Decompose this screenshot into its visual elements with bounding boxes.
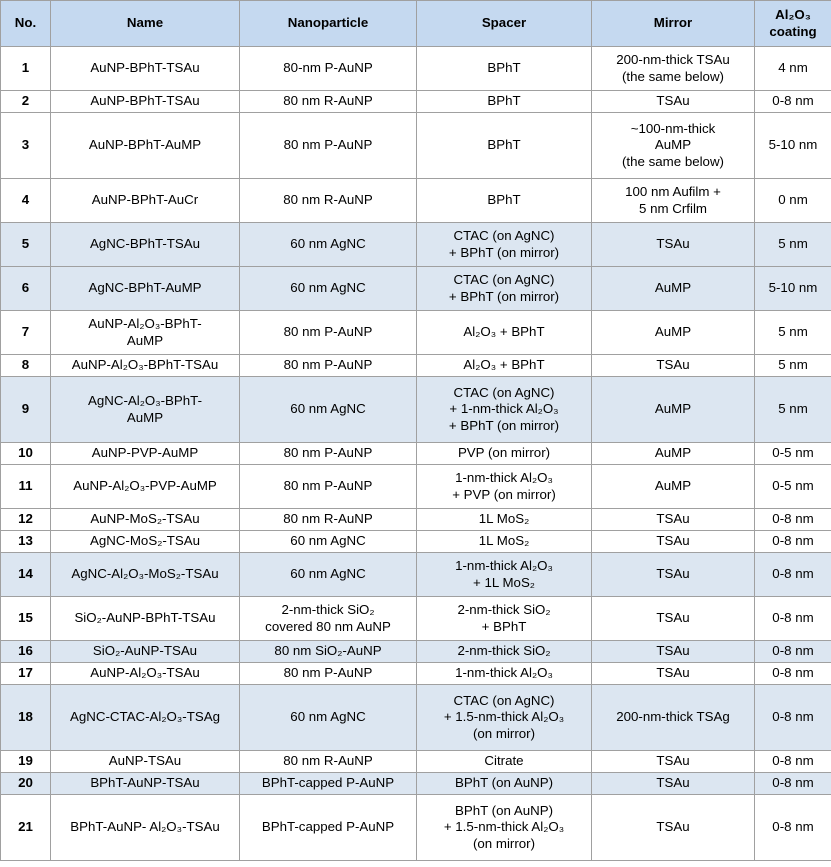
cell-coating: 0-8 nm xyxy=(755,553,831,597)
cell-mirror xyxy=(592,773,755,795)
cell-name-line: AuNP-Al₂O₃-BPhT-TSAu xyxy=(71,357,219,373)
cell-mirror-line: TSAu xyxy=(656,236,690,252)
cell-nanoparticle xyxy=(240,751,417,773)
cell-nanoparticle xyxy=(240,91,417,113)
cell-nanoparticle-line: 80 nm P-AuNP xyxy=(283,357,373,373)
cell-nanoparticle xyxy=(240,223,417,267)
cell-mirror xyxy=(592,553,755,597)
table-row xyxy=(1,597,831,641)
cell-coating: 0-5 nm xyxy=(755,465,831,509)
cell-mirror-line: 200-nm-thick TSAu xyxy=(616,52,730,67)
cell-nanoparticle-line: 2-nm-thick SiO₂ xyxy=(281,602,375,617)
cell-coating: 0-8 nm xyxy=(755,773,831,795)
cell-spacer xyxy=(417,223,592,267)
cell-nanoparticle-line: 80 nm R-AuNP xyxy=(283,93,373,109)
cell-nanoparticle-line: 80-nm P-AuNP xyxy=(283,60,373,76)
cell-nanoparticle-line: 80 nm P-AuNP xyxy=(283,137,373,153)
cell-name-line: SiO₂-AuNP-TSAu xyxy=(92,643,198,659)
cell-name xyxy=(51,465,240,509)
cell-spacer-line: BPhT xyxy=(487,60,521,76)
table-row xyxy=(1,223,831,267)
cell-spacer xyxy=(417,597,592,641)
cell-spacer xyxy=(417,663,592,685)
table-row xyxy=(1,751,831,773)
cell-spacer-line: + 1.5-nm-thick Al₂O₃ xyxy=(443,819,565,835)
cell-nanoparticle-line: BPhT-capped P-AuNP xyxy=(261,819,395,835)
cell-mirror xyxy=(592,509,755,531)
cell-spacer xyxy=(417,641,592,663)
cell-coating: 5 nm xyxy=(755,223,831,267)
cell-mirror xyxy=(592,311,755,355)
cell-spacer-line: 1-nm-thick Al₂O₃ xyxy=(455,665,553,681)
cell-mirror-line: AuMP xyxy=(654,401,692,417)
cell-spacer xyxy=(417,355,592,377)
header-coating xyxy=(755,1,831,47)
cell-nanoparticle xyxy=(240,773,417,795)
table-row xyxy=(1,377,831,443)
cell-name-line: AgNC-BPhT-AuMP xyxy=(88,280,202,296)
cell-name xyxy=(51,91,240,113)
cell-no: 13 xyxy=(1,531,51,553)
cell-nanoparticle xyxy=(240,531,417,553)
cell-mirror-line: AuMP xyxy=(654,478,692,494)
cell-nanoparticle-line: 60 nm AgNC xyxy=(290,236,366,252)
cell-coating: 4 nm xyxy=(755,47,831,91)
cell-coating: 0-5 nm xyxy=(755,443,831,465)
cell-nanoparticle-line: 80 nm P-AuNP xyxy=(283,445,373,461)
table-row xyxy=(1,795,831,861)
cell-no: 9 xyxy=(1,377,51,443)
cell-mirror-line: AuMP xyxy=(654,280,692,296)
table-row xyxy=(1,267,831,311)
cell-nanoparticle xyxy=(240,47,417,91)
cell-nanoparticle-line: 60 nm AgNC xyxy=(290,533,366,549)
cell-nanoparticle xyxy=(240,663,417,685)
cell-nanoparticle xyxy=(240,377,417,443)
cell-nanoparticle-line: 80 nm P-AuNP xyxy=(283,478,373,494)
cell-name xyxy=(51,223,240,267)
cell-mirror-line: 200-nm-thick TSAg xyxy=(616,709,730,725)
cell-mirror xyxy=(592,663,755,685)
cell-coating: 0-8 nm xyxy=(755,91,831,113)
cell-mirror-line: (the same below) xyxy=(622,153,724,169)
cell-mirror-line: TSAu xyxy=(656,775,690,791)
cell-no: 1 xyxy=(1,47,51,91)
cell-spacer xyxy=(417,751,592,773)
cell-mirror xyxy=(592,377,755,443)
cell-no: 2 xyxy=(1,91,51,113)
cell-name-line: AuNP-BPhT-TSAu xyxy=(90,93,200,109)
cell-mirror-line: TSAu xyxy=(656,753,690,769)
cell-name-line: AuNP-Al₂O₃-BPhT- xyxy=(88,316,202,331)
cell-name-line: AuNP-PVP-AuMP xyxy=(91,445,199,461)
cell-nanoparticle-line: 80 nm R-AuNP xyxy=(283,192,373,208)
cell-name xyxy=(51,597,240,641)
cell-name-line: BPhT-AuNP-TSAu xyxy=(90,775,200,791)
cell-coating: 0-8 nm xyxy=(755,795,831,861)
header-spacer: Spacer xyxy=(417,1,592,47)
table-row xyxy=(1,179,831,223)
cell-spacer-line: + 1-nm-thick Al₂O₃ xyxy=(449,401,559,417)
cell-name-line: AgNC-BPhT-TSAu xyxy=(89,236,201,252)
cell-name-line: AuNP-TSAu xyxy=(108,753,182,769)
cell-name xyxy=(51,795,240,861)
cell-no: 18 xyxy=(1,685,51,751)
cell-mirror xyxy=(592,179,755,223)
cell-name xyxy=(51,751,240,773)
cell-nanoparticle xyxy=(240,685,417,751)
cell-name xyxy=(51,377,240,443)
cell-spacer xyxy=(417,377,592,443)
cell-mirror xyxy=(592,91,755,113)
cell-spacer-line: CTAC (on AgNC) xyxy=(453,228,555,243)
cell-mirror xyxy=(592,751,755,773)
cell-coating: 5-10 nm xyxy=(755,113,831,179)
cell-name-line: BPhT-AuNP- Al₂O₃-TSAu xyxy=(70,819,220,835)
header-no: No. xyxy=(1,1,51,47)
cell-spacer-line: BPhT (on AuNP) xyxy=(454,775,554,791)
cell-spacer-line: CTAC (on AgNC) xyxy=(453,692,555,708)
cell-mirror xyxy=(592,795,755,861)
cell-mirror-line: TSAu xyxy=(656,566,690,582)
cell-name-line: AuNP-Al₂O₃-PVP-AuMP xyxy=(73,478,217,494)
cell-nanoparticle xyxy=(240,267,417,311)
cell-spacer-line: (on mirror) xyxy=(472,725,536,741)
cell-nanoparticle xyxy=(240,795,417,861)
cell-no: 3 xyxy=(1,113,51,179)
cell-nanoparticle xyxy=(240,597,417,641)
table-row xyxy=(1,553,831,597)
cell-name xyxy=(51,663,240,685)
cell-nanoparticle-line: 80 nm SiO₂-AuNP xyxy=(274,643,382,659)
cell-nanoparticle-line: 80 nm R-AuNP xyxy=(283,511,373,527)
cell-spacer-line: 1-nm-thick Al₂O₃ xyxy=(455,558,553,573)
cell-mirror-line: TSAu xyxy=(656,357,690,373)
cell-no: 17 xyxy=(1,663,51,685)
cell-spacer-line: 1-nm-thick Al₂O₃ xyxy=(455,470,553,485)
cell-coating: 5 nm xyxy=(755,311,831,355)
cell-spacer-line: Al₂O₃ + BPhT xyxy=(463,324,545,340)
table-row xyxy=(1,47,831,91)
header-coating-line: Al₂O₃ xyxy=(775,7,811,22)
cell-no: 20 xyxy=(1,773,51,795)
cell-mirror-line: 100 nm Aufilm + xyxy=(625,184,721,199)
cell-spacer-line: Al₂O₃ + BPhT xyxy=(463,357,545,373)
cell-name xyxy=(51,531,240,553)
cell-nanoparticle-line: 60 nm AgNC xyxy=(290,566,366,582)
cell-no: 21 xyxy=(1,795,51,861)
cell-coating: 0-8 nm xyxy=(755,641,831,663)
cell-no: 16 xyxy=(1,641,51,663)
cell-name xyxy=(51,509,240,531)
cell-nanoparticle xyxy=(240,465,417,509)
cell-coating: 5-10 nm xyxy=(755,267,831,311)
cell-spacer xyxy=(417,685,592,751)
header-name: Name xyxy=(51,1,240,47)
cell-coating: 0-8 nm xyxy=(755,751,831,773)
cell-name xyxy=(51,553,240,597)
cell-nanoparticle xyxy=(240,355,417,377)
cell-mirror xyxy=(592,685,755,751)
header-row xyxy=(1,1,831,47)
cell-no: 4 xyxy=(1,179,51,223)
cell-spacer-line: (on mirror) xyxy=(472,835,536,851)
table-row xyxy=(1,773,831,795)
cell-name-line: AuNP-BPhT-TSAu xyxy=(90,60,200,76)
cell-spacer xyxy=(417,179,592,223)
cell-mirror-line: TSAu xyxy=(656,665,690,681)
cell-mirror-line: AuMP xyxy=(654,324,692,340)
cell-spacer-line: + BPhT (on mirror) xyxy=(448,288,560,304)
cell-coating: 0-8 nm xyxy=(755,685,831,751)
cell-name xyxy=(51,773,240,795)
cell-spacer xyxy=(417,113,592,179)
table-row xyxy=(1,91,831,113)
cell-mirror-line: (the same below) xyxy=(622,68,724,84)
cell-mirror-line: AuMP xyxy=(654,137,692,153)
cell-coating: 5 nm xyxy=(755,355,831,377)
cell-no: 19 xyxy=(1,751,51,773)
cell-mirror xyxy=(592,641,755,663)
cell-name-line: AgNC-Al₂O₃-BPhT- xyxy=(87,393,203,408)
cell-nanoparticle-line: covered 80 nm AuNP xyxy=(265,618,391,634)
table-row xyxy=(1,465,831,509)
cell-nanoparticle xyxy=(240,179,417,223)
cell-spacer-line: 1L MoS₂ xyxy=(478,511,530,527)
cell-nanoparticle xyxy=(240,113,417,179)
cell-mirror-line: ~100-nm-thick xyxy=(630,120,716,136)
cell-nanoparticle-line: 60 nm AgNC xyxy=(290,709,366,725)
cell-name-line: AuNP-MoS₂-TSAu xyxy=(90,511,200,527)
cell-name xyxy=(51,113,240,179)
table-row xyxy=(1,685,831,751)
cell-mirror-line: TSAu xyxy=(656,643,690,659)
cell-nanoparticle xyxy=(240,553,417,597)
cell-spacer-line: + PVP (on mirror) xyxy=(452,486,556,502)
cell-mirror xyxy=(592,531,755,553)
cell-name-line: SiO₂-AuNP-BPhT-TSAu xyxy=(74,610,216,626)
cell-spacer xyxy=(417,795,592,861)
table-row xyxy=(1,355,831,377)
header-coating-line: coating xyxy=(769,23,817,39)
cell-spacer-line: CTAC (on AgNC) xyxy=(453,384,555,400)
cell-spacer-line: Citrate xyxy=(484,753,524,769)
cell-no: 7 xyxy=(1,311,51,355)
cell-coating: 0 nm xyxy=(755,179,831,223)
cell-spacer xyxy=(417,91,592,113)
cell-spacer-line: + 1L MoS₂ xyxy=(473,574,535,590)
cell-mirror-line: TSAu xyxy=(656,533,690,549)
table-row xyxy=(1,509,831,531)
cell-mirror-line: TSAu xyxy=(656,511,690,527)
table-row xyxy=(1,443,831,465)
cell-spacer xyxy=(417,311,592,355)
cell-spacer-line: BPhT xyxy=(487,137,521,153)
cell-coating: 0-8 nm xyxy=(755,509,831,531)
table-row xyxy=(1,113,831,179)
cell-spacer xyxy=(417,531,592,553)
cell-nanoparticle xyxy=(240,509,417,531)
cell-name-line: AgNC-CTAC-Al₂O₃-TSAg xyxy=(70,709,220,725)
cell-nanoparticle-line: 80 nm R-AuNP xyxy=(283,753,373,769)
cell-spacer-line: PVP (on mirror) xyxy=(457,445,551,461)
cell-no: 10 xyxy=(1,443,51,465)
cell-name xyxy=(51,311,240,355)
cell-nanoparticle xyxy=(240,443,417,465)
cell-coating: 0-8 nm xyxy=(755,663,831,685)
cell-spacer xyxy=(417,553,592,597)
cell-mirror-line: TSAu xyxy=(656,93,690,109)
cell-mirror xyxy=(592,47,755,91)
cell-nanoparticle-line: 80 nm P-AuNP xyxy=(283,665,373,681)
cell-no: 14 xyxy=(1,553,51,597)
table-row xyxy=(1,641,831,663)
cell-mirror xyxy=(592,267,755,311)
cell-mirror xyxy=(592,223,755,267)
cell-spacer xyxy=(417,47,592,91)
cell-no: 11 xyxy=(1,465,51,509)
cell-name xyxy=(51,267,240,311)
cell-spacer-line: BPhT (on AuNP) xyxy=(454,802,554,818)
cell-name xyxy=(51,179,240,223)
cell-no: 5 xyxy=(1,223,51,267)
cell-no: 15 xyxy=(1,597,51,641)
cell-spacer xyxy=(417,443,592,465)
cell-spacer-line: + 1.5-nm-thick Al₂O₃ xyxy=(443,709,565,725)
cell-nanoparticle xyxy=(240,311,417,355)
cell-name-line: AuNP-Al₂O₃-TSAu xyxy=(90,665,200,681)
cell-mirror xyxy=(592,443,755,465)
cell-spacer-line: BPhT xyxy=(487,93,521,109)
cell-no: 12 xyxy=(1,509,51,531)
cell-no: 6 xyxy=(1,267,51,311)
cell-mirror xyxy=(592,597,755,641)
cell-spacer-line: 2-nm-thick SiO₂ xyxy=(457,643,551,659)
cell-nanoparticle-line: BPhT-capped P-AuNP xyxy=(261,775,395,791)
cell-name xyxy=(51,641,240,663)
cell-mirror-line: TSAu xyxy=(656,819,690,835)
cell-spacer xyxy=(417,509,592,531)
cell-nanoparticle-line: 80 nm P-AuNP xyxy=(283,324,373,340)
header-mirror: Mirror xyxy=(592,1,755,47)
cell-coating: 5 nm xyxy=(755,377,831,443)
cell-mirror xyxy=(592,113,755,179)
cell-mirror-line: TSAu xyxy=(656,610,690,626)
cell-spacer-line: 2-nm-thick SiO₂ xyxy=(457,602,551,617)
cell-spacer-line: 1L MoS₂ xyxy=(478,533,530,549)
table-row xyxy=(1,663,831,685)
cell-spacer-line: BPhT xyxy=(487,192,521,208)
cell-mirror xyxy=(592,465,755,509)
cell-mirror-line: 5 nm Crfilm xyxy=(639,200,707,216)
header-nanoparticle: Nanoparticle xyxy=(240,1,417,47)
cell-name xyxy=(51,443,240,465)
cell-name xyxy=(51,47,240,91)
cell-name-line: AgNC-MoS₂-TSAu xyxy=(89,533,201,549)
cell-name-line: AgNC-Al₂O₃-MoS₂-TSAu xyxy=(71,566,219,582)
cell-spacer xyxy=(417,465,592,509)
cell-spacer-line: CTAC (on AgNC) xyxy=(453,272,555,287)
cell-name xyxy=(51,685,240,751)
cell-nanoparticle-line: 60 nm AgNC xyxy=(290,401,366,417)
cell-coating: 0-8 nm xyxy=(755,597,831,641)
cell-name xyxy=(51,355,240,377)
cell-spacer-line: + BPhT (on mirror) xyxy=(448,244,560,260)
cell-mirror-line: AuMP xyxy=(654,445,692,461)
cell-name-line: AuMP xyxy=(126,409,164,425)
cell-spacer-line: + BPhT xyxy=(481,618,527,634)
cell-name-line: AuNP-BPhT-AuMP xyxy=(88,137,202,153)
table-row xyxy=(1,311,831,355)
cell-spacer-line: + BPhT (on mirror) xyxy=(448,417,560,433)
cell-spacer xyxy=(417,267,592,311)
cell-spacer xyxy=(417,773,592,795)
cell-coating: 0-8 nm xyxy=(755,531,831,553)
cell-name-line: AuNP-BPhT-AuCr xyxy=(91,192,199,208)
cell-nanoparticle-line: 60 nm AgNC xyxy=(290,280,366,296)
cell-name-line: AuMP xyxy=(126,332,164,348)
table-row xyxy=(1,531,831,553)
cell-mirror xyxy=(592,355,755,377)
cell-nanoparticle xyxy=(240,641,417,663)
cell-no: 8 xyxy=(1,355,51,377)
